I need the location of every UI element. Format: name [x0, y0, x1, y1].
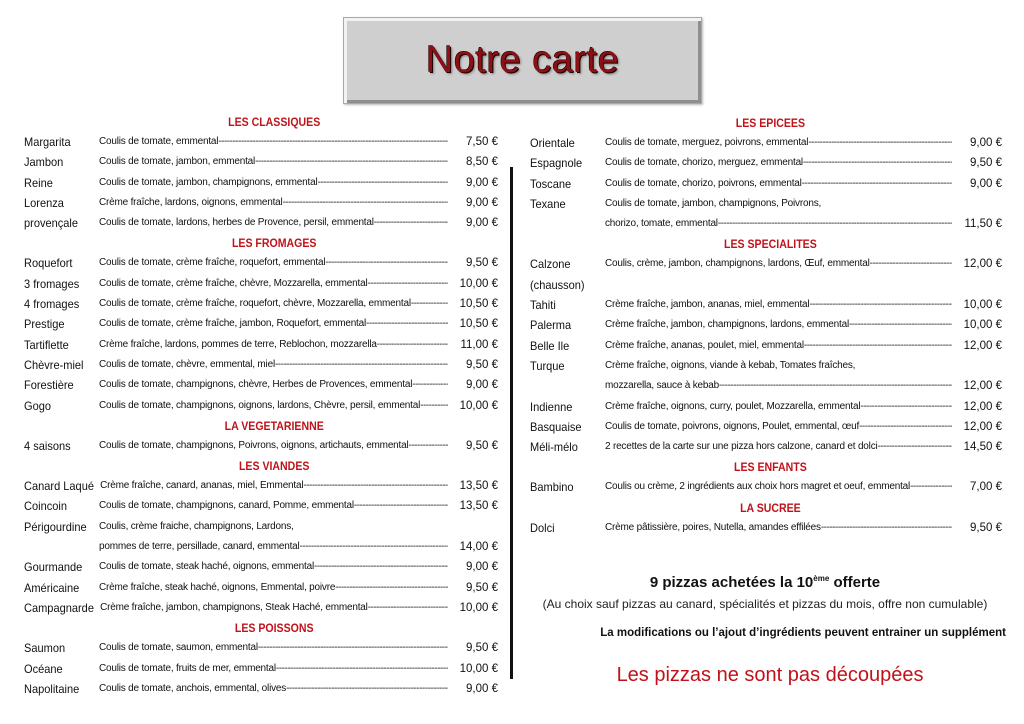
ingredients-text: Coulis de tomate, jambon, champignons, Poivrons,	[605, 197, 822, 209]
dot-leader	[802, 174, 952, 194]
pizza-name: Indienne	[530, 399, 573, 414]
offer-text: 9 pizzas achetées la 10	[649, 574, 814, 591]
column-divider	[510, 167, 513, 679]
ingredients-text: Coulis de tomate, merguez, poivrons, emmental	[605, 137, 809, 148]
pizza-ingredients	[99, 173, 454, 193]
ingredients-text: pommes de terre, persillade, canard, emmental	[99, 541, 300, 553]
menu-item	[530, 254, 1002, 274]
pizza-name: Chèvre-miel	[24, 357, 84, 372]
pizza-price: 9,00 €	[466, 561, 498, 574]
pizza-ingredients	[99, 294, 454, 314]
pizza-price: 10,00 €	[459, 399, 498, 412]
pizza-ingredients-line2	[605, 214, 958, 234]
menu-item	[24, 476, 498, 496]
pizza-name: Texane	[530, 196, 566, 211]
ingredients-text: Crème fraîche, jambon, ananas, miel, emmental	[605, 299, 810, 311]
menu-item	[530, 295, 1002, 315]
dot-leader	[300, 537, 448, 557]
ingredients-text: Coulis de tomate, jambon, champignons, emmental	[99, 176, 318, 188]
dot-leader	[367, 274, 448, 294]
pizza-price: 9,50 €	[970, 521, 1002, 534]
ingredients-text: chorizo, tomate, emmental	[605, 218, 718, 230]
pizza-ingredients	[99, 253, 454, 273]
pizza-name: Canard Laqué	[24, 479, 94, 494]
pizza-name: 4 fromages	[24, 297, 80, 312]
pizza-price: 12,00 €	[963, 420, 1002, 433]
dot-leader	[275, 355, 448, 375]
pizza-price: 10,50 €	[459, 318, 498, 331]
pizza-ingredients	[99, 335, 454, 355]
pizza-ingredients	[605, 518, 958, 538]
ingredients-text: Coulis de tomate, chèvre, emmental, miel	[99, 358, 275, 370]
dot-leader	[803, 153, 952, 173]
pizza-price: 9,00 €	[466, 176, 498, 189]
ingredients-text: Coulis de tomate, lardons, herbes de Provence, persil, emmental	[99, 217, 374, 229]
pizza-price: 9,00 €	[466, 196, 498, 209]
pizza-price: 10,00 €	[963, 299, 1002, 312]
menu-item-continued	[530, 376, 1002, 396]
menu-item	[530, 518, 1002, 538]
dot-leader	[255, 152, 448, 172]
menu-item	[530, 437, 1002, 457]
pizza-ingredients	[99, 659, 454, 679]
dot-leader	[808, 133, 952, 153]
dot-leader	[314, 557, 448, 577]
dot-leader	[283, 193, 448, 213]
section-title: LES ENFANTS	[734, 460, 807, 475]
ingredients-text: Coulis de tomate, emmental	[99, 136, 219, 147]
menu-item	[24, 294, 498, 314]
pizza-name: Margarita	[24, 135, 71, 149]
pizza-ingredients	[99, 496, 454, 516]
menu-item	[530, 315, 1002, 335]
pizza-price: 9,50 €	[466, 358, 498, 371]
ingredients-text: Coulis de tomate, anchois, emmental, olives	[99, 682, 287, 694]
pizza-name: Coincoin	[24, 499, 67, 514]
pizza-name-line2: (chausson)	[530, 277, 585, 292]
pizza-name: provençale	[24, 216, 79, 231]
pizza-price: 13,50 €	[459, 500, 498, 513]
ingredients-text: Crème fraîche, oignons, viande à kebab, Tomates fraîches,	[605, 359, 856, 371]
pizza-price: 8,50 €	[466, 156, 498, 169]
pizza-ingredients	[605, 153, 958, 173]
pizza-name: Périgourdine	[24, 519, 87, 534]
pizza-price: 14,00 €	[459, 541, 498, 554]
pizza-ingredients	[99, 436, 454, 456]
dot-leader	[218, 132, 448, 152]
pizza-name: Napolitaine	[24, 681, 80, 696]
menu-item	[24, 274, 498, 294]
pizza-price: 9,50 €	[970, 157, 1002, 170]
pizza-ingredients	[605, 174, 958, 194]
pizza-ingredients	[605, 356, 958, 376]
ingredients-text: Coulis de tomate, champignons, canard, Pomme, emmental	[99, 500, 354, 512]
section-title: LES EPICEES	[735, 116, 806, 130]
pizza-name: Américaine	[24, 580, 80, 595]
pizza-name: Espagnole	[530, 156, 583, 171]
pizza-name: Bambino	[530, 480, 574, 495]
pizza-ingredients	[99, 193, 454, 213]
menu-item	[24, 152, 498, 172]
menu-item	[530, 194, 1002, 214]
pizza-ingredients-line2	[99, 537, 454, 557]
section-title: LES VIANDES	[238, 459, 310, 474]
ingredients-text: Coulis de tomate, champignons, chèvre, Herbes de Provences, emmental	[99, 379, 413, 391]
pizza-price: 11,50 €	[964, 218, 1002, 231]
not-cut-notice: Les pizzas ne sont pas découpées	[616, 664, 924, 686]
pizza-ingredients	[99, 213, 454, 233]
ingredients-text: Coulis ou crème, 2 ingrédients aux choix hors magret et oeuf, emmental	[605, 481, 911, 493]
pizza-name: Belle Ile	[530, 338, 570, 353]
pizza-name: Jambon	[24, 155, 64, 170]
dot-leader	[374, 213, 448, 233]
pizza-ingredients	[605, 437, 958, 457]
ingredients-text: Coulis de tomate, champignons, Poivrons, oignons, artichauts, emmental	[99, 439, 409, 451]
menu-item	[24, 375, 498, 395]
supplement-note: La modifications ou l’ajout d’ingrédients peuvent entrainer un supplément	[600, 627, 1006, 639]
menu-item	[24, 193, 498, 213]
ingredients-text: Coulis de tomate, crème fraîche, roquefort, emmental	[99, 257, 326, 269]
pizza-name: Prestige	[24, 317, 65, 332]
pizza-ingredients	[605, 295, 958, 315]
pizza-price: 9,00 €	[970, 177, 1002, 190]
menu-item	[24, 314, 498, 334]
menu-item	[530, 133, 1002, 153]
pizza-price: 12,00 €	[963, 400, 1002, 413]
menu-column-right	[530, 113, 1002, 538]
dot-leader	[718, 214, 952, 234]
pizza-price: 10,00 €	[963, 319, 1002, 332]
pizza-name: Gourmande	[24, 560, 83, 575]
pizza-ingredients	[605, 336, 958, 356]
pizza-price: 9,00 €	[466, 217, 498, 230]
menu-item-continued	[530, 275, 1002, 295]
dot-leader	[368, 598, 448, 618]
ingredients-text: Coulis de tomate, steak haché, oignons, emmental	[99, 561, 314, 573]
pizza-ingredients	[99, 355, 454, 375]
pizza-name: Campagnarde	[24, 600, 94, 615]
pizza-ingredients	[99, 578, 454, 598]
dot-leader	[325, 253, 448, 273]
menu-item	[24, 335, 498, 355]
pizza-price: 12,00 €	[963, 339, 1002, 352]
menu-item	[530, 477, 1002, 497]
menu-item	[24, 598, 498, 618]
pizza-name: Forestière	[24, 378, 74, 393]
pizza-name: Saumon	[24, 641, 66, 656]
offer-text-end: offerte	[829, 574, 881, 591]
pizza-price: 9,50 €	[466, 257, 498, 270]
pizza-name: 3 fromages	[24, 276, 80, 291]
dot-leader	[859, 417, 952, 437]
ingredients-text: Coulis de tomate, saumon, emmental	[99, 642, 258, 654]
ingredients-text: Coulis de tomate, crème fraîche, jambon, Roquefort, emmental	[99, 318, 367, 330]
ingredients-text: Coulis de tomate, fruits de mer, emmental	[99, 662, 276, 674]
section-title: LES FROMAGES	[231, 236, 317, 251]
menu-item	[530, 174, 1002, 194]
ingredients-text: Crème fraîche, jambon, champignons, Steak Haché, emmental	[100, 601, 368, 613]
dot-leader	[420, 396, 448, 416]
dot-leader	[878, 437, 952, 457]
pizza-name: Turque	[530, 358, 565, 373]
dot-leader	[412, 375, 448, 395]
pizza-name: 4 saisons	[24, 438, 71, 453]
pizza-price: 9,50 €	[466, 439, 498, 452]
pizza-price: 11,00 €	[460, 338, 498, 351]
pizza-ingredients	[99, 132, 454, 152]
menu-item	[24, 517, 498, 537]
pizza-name: Reine	[24, 175, 53, 190]
ingredients-text: Coulis de tomate, poivrons, oignons, Poulet, emmental, œuf	[605, 420, 860, 432]
pizza-price: 14,50 €	[963, 441, 1002, 454]
pizza-ingredients	[99, 517, 454, 537]
menu-item	[530, 336, 1002, 356]
pizza-name: Tahiti	[530, 298, 556, 313]
offer-conditions: (Au choix sauf pizzas au canard, spécialités et pizzas du mois, offre non cumulable)	[542, 597, 988, 611]
pizza-price: 7,50 €	[466, 136, 498, 148]
ingredients-text: Coulis de tomate, chorizo, merguez, emmental	[605, 157, 803, 169]
ingredients-text: Crème fraîche, oignons, curry, poulet, Mozzarella, emmental	[605, 400, 861, 412]
menu-item	[24, 132, 498, 152]
pizza-price: 13,50 €	[459, 480, 498, 493]
pizza-price: 12,00 €	[963, 258, 1002, 271]
menu-item	[24, 213, 498, 233]
menu-item	[24, 659, 498, 679]
ingredients-text: Coulis de tomate, crème fraîche, roquefort, chèvre, Mozzarella, emmental	[99, 298, 411, 310]
pizza-price: 12,00 €	[963, 380, 1002, 393]
ingredients-text: Coulis de tomate, chorizo, poivrons, emmental	[605, 177, 802, 189]
menu-item	[24, 396, 498, 416]
ingredients-text: Crème fraîche, lardons, pommes de terre, Reblochon, mozzarella	[99, 338, 377, 350]
dot-leader	[821, 518, 952, 538]
dot-leader	[809, 295, 952, 315]
menu-item-continued	[530, 214, 1002, 234]
dot-leader	[409, 436, 448, 456]
dot-leader	[411, 294, 448, 314]
section-title: LES CLASSIQUES	[228, 115, 321, 129]
dot-leader	[318, 173, 449, 193]
offer-superscript: ème	[813, 574, 830, 583]
pizza-ingredients	[605, 194, 958, 214]
dot-leader	[303, 476, 448, 496]
pizza-price: 9,00 €	[970, 137, 1002, 149]
ingredients-text: Crème fraîche, canard, ananas, miel, Emmental	[100, 480, 304, 492]
pizza-ingredients-line2	[605, 376, 958, 396]
menu-item	[24, 355, 498, 375]
menu-item-continued	[24, 537, 498, 557]
dot-leader	[849, 315, 952, 335]
pizza-price: 10,00 €	[459, 277, 498, 290]
pizza-price: 7,00 €	[970, 481, 1002, 494]
menu-item	[24, 638, 498, 658]
ingredients-text: Coulis de tomate, crème fraîche, chèvre, Mozzarella, emmental	[99, 277, 368, 289]
pizza-name: Lorenza	[24, 195, 64, 210]
ingredients-text: mozzarella, sauce à kebab	[605, 380, 719, 392]
section-title: LES SPECIALITES	[724, 237, 817, 252]
pizza-ingredients	[100, 598, 454, 618]
ingredients-text: Crème pâtissière, poires, Nutella, amandes effilées	[605, 521, 821, 533]
pizza-name: Toscane	[530, 176, 572, 191]
dot-leader	[804, 336, 952, 356]
dot-leader	[276, 659, 448, 679]
pizza-name: Dolci	[530, 520, 555, 535]
pizza-ingredients	[605, 397, 958, 417]
menu-item	[24, 253, 498, 273]
pizza-price: 9,00 €	[466, 682, 498, 695]
section-title: LA SUCREE	[740, 500, 801, 515]
menu-item	[24, 578, 498, 598]
section-title: LES POISSONS	[234, 621, 314, 636]
pizza-ingredients	[605, 477, 958, 497]
menu-item	[530, 397, 1002, 417]
menu-item	[530, 417, 1002, 437]
pizza-name: Calzone	[530, 257, 571, 272]
menu-item	[24, 679, 498, 699]
pizza-ingredients	[99, 557, 454, 577]
ingredients-text: Crème fraîche, steak haché, oignons, Emmental, poivre	[99, 581, 336, 593]
pizza-price: 9,50 €	[466, 642, 498, 655]
pizza-ingredients	[100, 476, 454, 496]
pizza-name: Océane	[24, 661, 63, 676]
pizza-ingredients	[99, 152, 454, 172]
dot-leader	[377, 335, 448, 355]
dot-leader	[366, 314, 448, 334]
pizza-ingredients	[99, 314, 454, 334]
title-banner	[343, 17, 702, 104]
page-title: Notre carte	[425, 39, 620, 81]
pizza-ingredients	[605, 133, 958, 153]
menu-item	[24, 436, 498, 456]
dot-leader	[860, 397, 952, 417]
ingredients-text: 2 recettes de la carte sur une pizza hors calzone, canard et dolci	[605, 441, 878, 453]
pizza-price: 10,50 €	[459, 298, 498, 311]
loyalty-offer	[515, 574, 1015, 591]
dot-leader	[719, 376, 952, 396]
ingredients-text: Coulis, crème, jambon, champignons, lardons, Œuf, emmental	[605, 258, 870, 270]
menu-column-left	[24, 112, 498, 699]
pizza-ingredients	[99, 274, 454, 294]
pizza-ingredients	[605, 417, 958, 437]
dot-leader	[354, 496, 448, 516]
menu-item	[530, 356, 1002, 376]
pizza-ingredients	[99, 375, 454, 395]
pizza-name: Tartiflette	[24, 337, 69, 352]
ingredients-text: Coulis de tomate, champignons, oignons, lardons, Chèvre, persil, emmental	[99, 399, 421, 411]
pizza-ingredients	[99, 679, 454, 699]
ingredients-text: Coulis, crème fraiche, champignons, Lardons,	[99, 520, 294, 532]
section-title: LA VEGETARIENNE	[224, 418, 324, 433]
pizza-ingredients	[99, 638, 454, 658]
pizza-price: 9,00 €	[466, 379, 498, 392]
pizza-ingredients	[99, 396, 454, 416]
pizza-ingredients	[605, 254, 958, 274]
dot-leader	[910, 477, 952, 497]
menu-item	[24, 557, 498, 577]
dot-leader	[870, 254, 952, 274]
ingredients-text: Coulis de tomate, jambon, emmental	[99, 156, 256, 168]
dot-leader	[258, 638, 448, 658]
pizza-name: Gogo	[24, 398, 52, 413]
menu-item	[24, 173, 498, 193]
pizza-name: Roquefort	[24, 256, 73, 271]
pizza-price: 9,50 €	[466, 581, 498, 594]
pizza-name: Méli-mélo	[530, 440, 578, 455]
pizza-ingredients	[605, 315, 958, 335]
ingredients-text: Crème fraîche, lardons, oignons, emmental	[99, 196, 283, 208]
pizza-price: 10,00 €	[459, 662, 498, 675]
dot-leader	[335, 578, 448, 598]
pizza-price: 10,00 €	[459, 601, 498, 614]
pizza-name: Basquaise	[530, 419, 582, 434]
dot-leader	[286, 679, 448, 699]
pizza-name: Orientale	[530, 136, 575, 150]
menu-item	[24, 496, 498, 516]
menu-item	[530, 153, 1002, 173]
ingredients-text: Crème fraîche, ananas, poulet, miel, emmental	[605, 339, 804, 351]
pizza-name: Palerma	[530, 318, 572, 333]
ingredients-text: Crème fraîche, jambon, champignons, lardons, emmental	[605, 319, 849, 331]
